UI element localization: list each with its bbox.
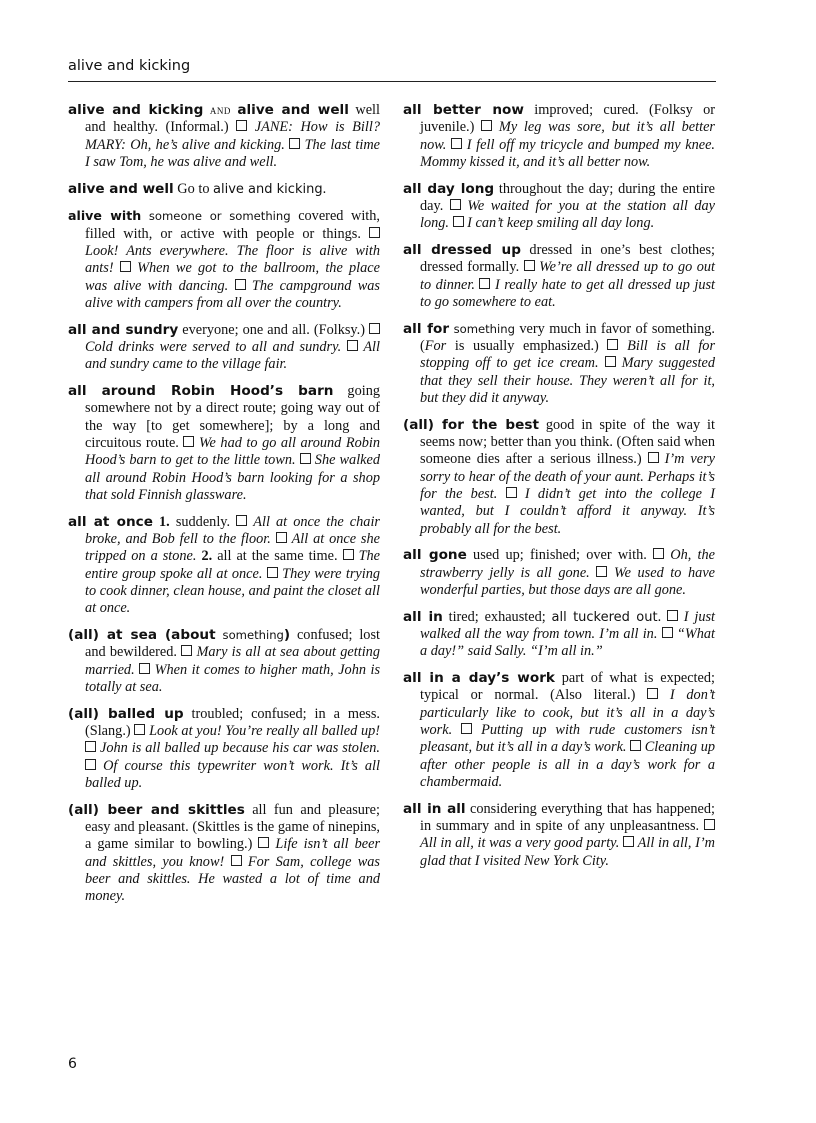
example-box-icon <box>369 227 380 238</box>
placeholder-phrase: something <box>449 321 515 336</box>
example: My leg was sore, but it’s all better now. <box>420 119 715 153</box>
example-box-icon <box>450 199 461 210</box>
cross-reference: alive and kicking <box>213 181 323 197</box>
entry-alive-with <box>68 207 380 312</box>
definition: suddenly. <box>169 513 237 530</box>
example-box-icon <box>85 741 96 752</box>
headword: all at once <box>68 513 153 530</box>
entry-all-balled-up <box>68 706 380 792</box>
example: I just walked all the way from town. I’m all in. <box>420 608 716 643</box>
entry-all-better-now <box>403 102 715 171</box>
example: They were trying to cook dinner, clean house, and paint the closet all at once. <box>85 565 380 617</box>
headword: all around Robin Hood’s barn <box>68 383 334 400</box>
example: Oh, the strawberry jelly is all gone. <box>420 547 715 581</box>
definition: all at the same time. <box>212 548 343 565</box>
running-head: alive and kicking <box>68 58 191 74</box>
headword: all dressed up <box>403 242 521 259</box>
headword: (all) for the best <box>403 416 539 433</box>
definition: considering everything that has happened; in summary and in spite of any unpleasantness. <box>420 800 715 834</box>
headword: all in <box>403 608 443 625</box>
example: We waited for you at the station all day long. <box>420 197 715 232</box>
example: JANE: How is Bill? MARY: Oh, he’s alive and kicking. <box>85 119 380 153</box>
example: We’re all dressed up to go out to dinner. <box>420 259 715 293</box>
example-box-icon <box>183 436 194 447</box>
headword: alive and kicking <box>68 102 204 118</box>
headword: (all) beer and skittles <box>68 801 245 818</box>
example-box-icon <box>343 549 354 560</box>
example-box-icon <box>630 740 641 751</box>
entry-all-at-sea <box>68 627 380 696</box>
example: The entire group spoke all at once. <box>85 548 381 582</box>
definition: all fun and pleasure; easy and pleasant. (Skittles is the game of ninepins, a game similar to bowling.) <box>85 801 380 853</box>
example: Of course this typewriter won’t work. It’s all balled up. <box>85 757 380 791</box>
example: “What a day!” said Sally. “I’m all in.” <box>420 626 716 660</box>
example-box-icon <box>453 216 464 227</box>
definition: dressed in one’s best clothes; dressed formally. <box>420 242 715 276</box>
example: The campground was alive with campers from all over the country. <box>85 277 380 311</box>
example: Cold drinks were served to all and sundry. <box>85 339 342 356</box>
definition-italic: For <box>424 338 447 355</box>
example: Mary suggested that they sell their house. They weren’t all for it, but they did it anyway. <box>420 355 715 406</box>
definition: is usually emphasized.) <box>446 338 608 355</box>
punctuation: . <box>657 608 667 625</box>
definition: tired; exhausted; <box>442 608 552 625</box>
definition: very much in favor of something. ( <box>420 320 715 355</box>
placeholder-phrase: someone or something <box>141 209 291 224</box>
example-box-icon <box>369 323 380 334</box>
example-box-icon <box>623 836 634 847</box>
punctuation: . <box>322 180 327 197</box>
example-box-icon <box>461 723 472 734</box>
headword: all better now <box>403 102 524 118</box>
example: Cleaning up after other people is all in a day’s work for a chambermaid. <box>420 739 715 790</box>
example: Life isn’t all beer and skittles, you know! <box>85 836 381 870</box>
entry-all-for-the-best <box>403 417 715 538</box>
entry-alive-and-well <box>68 181 380 198</box>
example: Bill is all for stopping off to get ice cream. <box>420 338 716 372</box>
example-box-icon <box>289 138 300 149</box>
example: Mary is all at sea about getting married. <box>85 644 380 678</box>
entry-all-in-all <box>403 801 715 870</box>
example: When we got to the ballroom, the place was alive with dancing. <box>85 260 380 294</box>
entry-all-at-once <box>68 514 380 618</box>
example-box-icon <box>139 663 150 674</box>
example-box-icon <box>134 724 145 735</box>
example-box-icon <box>481 120 492 131</box>
example: All in all, it was a very good party. <box>420 835 620 852</box>
headword: ) <box>283 627 291 644</box>
example: I didn’t get into the college I wanted, but I couldn’t afford it anyway. It’s probably all for the best. <box>420 485 716 537</box>
headword: all in all <box>403 800 466 817</box>
example: Look at you! You’re really all balled up! <box>149 723 380 739</box>
example: For Sam, college was beer and skittles. He wasted a lot of time and money. <box>85 853 380 905</box>
headword: all in a day’s work <box>403 670 555 687</box>
conjunction: and <box>209 103 231 117</box>
right-column <box>403 102 715 879</box>
example-box-icon <box>607 339 618 350</box>
example-box-icon <box>605 356 616 367</box>
sense-number: 2. <box>201 548 213 565</box>
headword: (all) balled up <box>68 705 184 722</box>
page-number: 6 <box>68 1056 77 1072</box>
definition: well and healthy. (Informal.) <box>85 102 380 136</box>
header-rule <box>68 81 716 82</box>
sense-number: 1. <box>159 513 170 530</box>
example-box-icon <box>596 566 607 577</box>
entry-all-around-robin-hoods-barn <box>68 383 380 504</box>
example: I really hate to get all dressed up just to go somewhere to eat. <box>420 276 716 310</box>
example: I fell off my tricycle and bumped my knee. Mommy kissed it, and it’s all better now. <box>420 136 715 170</box>
example-box-icon <box>235 279 246 290</box>
definition: covered with, filled with, or active with people or things. <box>85 208 380 242</box>
example-box-icon <box>347 340 358 351</box>
cross-reference: all tuckered out <box>551 609 658 625</box>
example-box-icon <box>181 645 192 656</box>
example-box-icon <box>451 138 462 149</box>
definition: improved; cured. (Folksy or juvenile.) <box>420 102 715 136</box>
headword: all and sundry <box>68 321 179 338</box>
headword: alive and well <box>68 180 174 197</box>
entry-all-in-a-days-work <box>403 670 715 791</box>
headword: alive with <box>68 208 142 224</box>
entry-all-dressed-up <box>403 242 715 311</box>
headword: all for <box>403 320 450 337</box>
example-box-icon <box>662 627 673 638</box>
example-box-icon <box>506 487 517 498</box>
example-box-icon <box>667 610 678 621</box>
example-box-icon <box>120 261 131 272</box>
example: When it comes to higher math, John is totally at sea. <box>85 661 381 695</box>
definition: Go to <box>173 180 214 197</box>
left-column <box>68 102 380 915</box>
example-box-icon <box>231 855 242 866</box>
example: I can’t keep smiling all day long. <box>467 215 655 232</box>
entry-all-day-long <box>403 181 715 233</box>
example-box-icon <box>704 819 715 830</box>
example: The last time I saw Tom, he was alive and well. <box>85 136 381 170</box>
example-box-icon <box>276 532 287 543</box>
headword: all day long <box>403 180 495 197</box>
example-box-icon <box>479 278 490 289</box>
headword: alive and well <box>237 102 349 118</box>
entry-alive-and-kicking <box>68 102 380 171</box>
entry-all-in <box>403 609 715 661</box>
example: I’m very sorry to hear of the death of your aunt. Perhaps it’s for the best. <box>420 451 715 502</box>
definition: part of what is expected; typical or normal. (Also literal.) <box>420 670 715 704</box>
definition: throughout the day; during the entire day. <box>420 180 716 214</box>
placeholder-phrase: something <box>215 628 284 643</box>
example-box-icon <box>648 452 659 463</box>
example: All at once she tripped on a stone. <box>85 531 380 565</box>
example: We had to go all around Robin Hood’s barn to get to the little town. <box>85 435 380 469</box>
example: All and sundry came to the village fair. <box>85 339 381 373</box>
entry-all-and-sundry <box>68 322 380 374</box>
example: I don’t particularly like to cook, but it’s all in a day’s work. <box>420 687 716 738</box>
headword: all gone <box>403 547 467 564</box>
headword: (all) at sea (about <box>68 627 216 644</box>
definition: good in spite of the way it seems now; better than you think. (Often said when someone dies after a serious illness.) <box>420 416 716 468</box>
example: All in all, I’m glad that I visited New York City. <box>420 835 715 869</box>
definition: used up; finished; over with. <box>466 547 654 564</box>
entry-all-for <box>403 321 715 407</box>
example-box-icon <box>647 688 658 699</box>
example: She walked all around Robin Hood’s barn looking for a shop that sold Finnish glassware. <box>85 452 381 503</box>
example: Putting up with rude customers isn’t pleasant, but it’s all in a day’s work. <box>420 722 715 756</box>
example-box-icon <box>85 759 96 770</box>
example-box-icon <box>524 260 535 271</box>
example-box-icon <box>300 453 311 464</box>
example-box-icon <box>236 515 247 526</box>
example-box-icon <box>267 567 278 578</box>
definition: going somewhere not by a direct route; going way out of the way [to get somewhere]; by a long and circuitous route. <box>85 383 380 452</box>
example-box-icon <box>258 837 269 848</box>
definition: troubled; confused; in a mess. (Slang.) <box>85 705 380 739</box>
example-box-icon <box>236 120 247 131</box>
example: All at once the chair broke, and Bob fell to the floor. <box>85 513 380 548</box>
example-box-icon <box>653 548 664 559</box>
definition: everyone; one and all. (Folksy.) <box>178 321 370 338</box>
entry-all-gone <box>403 547 715 599</box>
example: John is all balled up because his car was stolen. <box>99 740 380 757</box>
definition: confused; lost and bewildered. <box>85 627 380 661</box>
example: We used to have wonderful parties, but those days are all gone. <box>420 564 716 598</box>
example: Look! Ants everywhere. The floor is alive with ants! <box>85 243 380 277</box>
entry-all-beer-and-skittles <box>68 802 380 906</box>
